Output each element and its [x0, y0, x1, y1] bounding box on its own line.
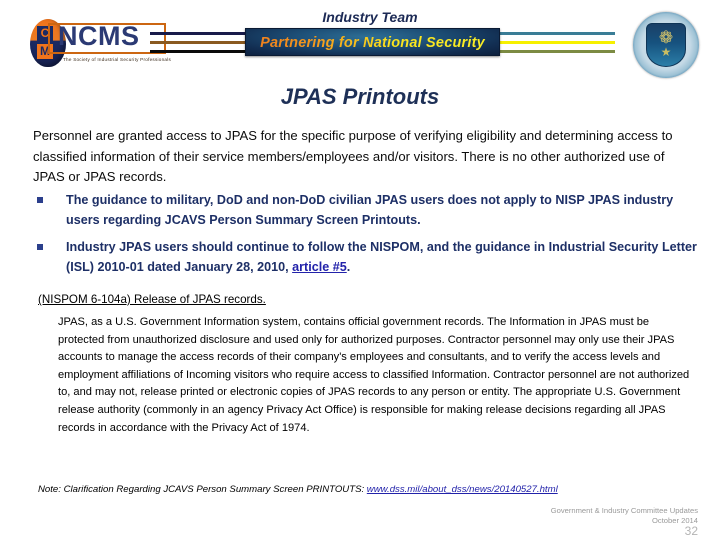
decor-bar-right-yellow — [497, 41, 615, 44]
decor-bar-left-black — [150, 50, 260, 53]
page-title: JPAS Printouts — [280, 84, 440, 109]
bullet-list — [33, 190, 701, 284]
partnering-banner — [245, 28, 500, 56]
footer-note-label: Note: Clarification Regarding JCAVS Person Summary Screen PRINTOUTS: — [38, 484, 367, 495]
list-item-label: The guidance to military, DoD and non-DoD civilian JPAS users does not apply to NISP JPAS industry users regarding JCAVS Person Summary Screen Printouts. — [66, 193, 674, 227]
dss-news-url-link[interactable]: www.dss.mil/about_dss/news/20140527.html — [366, 484, 558, 495]
list-item — [33, 190, 701, 230]
decor-bar-right-teal — [497, 32, 615, 35]
slide-footer-line1: Government & Industry Committee Updates — [550, 506, 698, 515]
ncms-wordmark-text: NCMS — [58, 21, 140, 51]
slide-footer-line2: October 2014 — [651, 516, 698, 525]
slide-footer — [551, 506, 698, 526]
list-item — [33, 237, 701, 277]
page-number: 32 — [684, 524, 698, 538]
dss-seal-star-glyph: ★ — [660, 45, 672, 59]
industry-team-title: Industry Team — [322, 9, 418, 25]
nispom-body-text: JPAS, as a U.S. Government Information system, contains official government records. The Information in JPAS must be protected from unauthorized disclosure and used only for authorized purposes. Contractor personnel may only use their JPAS accounts to manage the access records of their company's employees and consultants, and to verify the access levels and employment affiliations of Incoming visitors who require access to classified Information. Contractor personnel are not authorized to, and may not, release printed or electronic copies of JPAS records to any person or entity. The appropriate U.S. Government release authority (commonly in an agency Privacy Act Office) is responsible for making release decisions regarding all JPAS records in accordance with the Privacy Act of 1974. — [58, 316, 690, 434]
intro-paragraph: Personnel are granted access to JPAS for the specific purpose of verifying eligibility and determining access to classified information of their service members/employees and/or visitors. There is no other authorized use of JPAS or JPAS records. — [33, 128, 673, 184]
partnering-banner-text: Partnering for National Security — [246, 29, 499, 57]
decor-bar-right-olive — [497, 50, 615, 53]
list-item-text: Industry JPAS users should continue to follow the NISPOM, and the guidance in Industrial Security Letter (ISL) 2010-01 dated January 28, 2010, — [66, 240, 697, 274]
footer-note — [38, 484, 558, 495]
dss-seal-shield — [646, 23, 686, 67]
square-bullet-icon — [37, 244, 43, 250]
header-banner — [0, 0, 720, 82]
list-item-label — [66, 237, 701, 277]
dss-seal-icon — [633, 12, 699, 78]
ncms-emblem-letter-m: M — [37, 44, 53, 59]
decor-bar-left-navy — [150, 32, 260, 35]
nispom-heading: (NISPOM 6-104a) Release of JPAS records. — [38, 293, 266, 306]
ncms-emblem-letter-c: C — [37, 26, 53, 41]
decor-bar-left-brown — [150, 41, 260, 44]
article-5-link[interactable]: article #5 — [292, 260, 347, 274]
square-bullet-icon — [37, 197, 43, 203]
list-item-text-trailing: . — [346, 260, 351, 274]
ncms-tagline: The Society of Industrial Security Professionals — [63, 57, 172, 62]
dss-seal-eagle-glyph: ❁ — [658, 28, 674, 47]
ncms-logo — [18, 18, 178, 74]
